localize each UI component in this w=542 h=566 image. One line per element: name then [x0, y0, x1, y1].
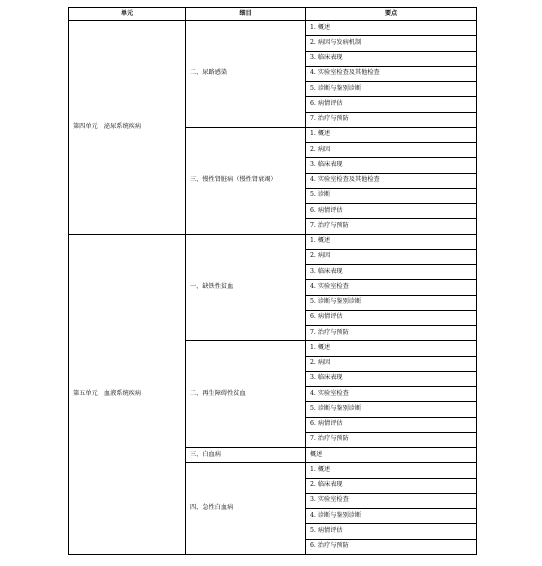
- sub-item-cell: 二、再生障碍性贫血: [186, 341, 306, 448]
- point-cell: 2. 病因与发病机制: [306, 36, 477, 51]
- point-cell: 4. 实验室检查及其他检查: [306, 66, 477, 81]
- point-cell: 5. 病情评估: [306, 524, 477, 539]
- point-cell: 7. 治疗与预防: [306, 432, 477, 447]
- sub-item-cell: 一、缺铁性贫血: [186, 234, 306, 341]
- point-cell: 6. 治疗与预防: [306, 539, 477, 555]
- point-cell: 2. 病因: [306, 143, 477, 158]
- header-unit: 单元: [69, 8, 186, 21]
- point-cell: 1. 概述: [306, 234, 477, 249]
- unit-cell: 第四单元 泌尿系统疾病: [69, 21, 186, 235]
- sub-item-cell: 二、尿路感染: [186, 21, 306, 128]
- point-cell: 4. 实验室检查: [306, 387, 477, 402]
- point-cell: 4. 实验室检查: [306, 280, 477, 295]
- point-cell: 4. 实验室检查及其他检查: [306, 173, 477, 188]
- point-cell: 1. 概述: [306, 341, 477, 356]
- syllabus-table: [68, 7, 477, 555]
- sub-item-cell: 三、慢性肾脏病（慢性肾衰竭）: [186, 127, 306, 234]
- point-cell: 4. 诊断与鉴别诊断: [306, 509, 477, 524]
- point-cell: 6. 病情评估: [306, 417, 477, 432]
- unit-cell: 第五单元 血液系统疾病: [69, 234, 186, 555]
- point-cell: 7. 治疗与预防: [306, 326, 477, 341]
- sub-item-cell: 四、急性白血病: [186, 463, 306, 555]
- point-cell: 1. 概述: [306, 463, 477, 478]
- table-body: [69, 21, 477, 555]
- point-cell: 1. 概述: [306, 127, 477, 142]
- point-cell: 3. 临床表现: [306, 158, 477, 173]
- point-cell: 3. 临床表现: [306, 265, 477, 280]
- table-row: [69, 234, 477, 249]
- point-cell: 7. 治疗与预防: [306, 112, 477, 127]
- header-item: 细目: [186, 8, 306, 21]
- point-cell: 2. 病因: [306, 249, 477, 264]
- header-row: [69, 8, 477, 21]
- point-cell: 6. 病情评估: [306, 310, 477, 325]
- point-cell: 6. 病情评估: [306, 97, 477, 112]
- point-cell: 2. 临床表现: [306, 478, 477, 493]
- point-cell: 2. 病因: [306, 356, 477, 371]
- point-cell: 5. 诊断: [306, 188, 477, 203]
- point-cell: 概述: [306, 448, 477, 463]
- point-cell: 1. 概述: [306, 21, 477, 36]
- point-cell: 5. 诊断与鉴别诊断: [306, 82, 477, 97]
- point-cell: 5. 诊断与鉴别诊断: [306, 295, 477, 310]
- point-cell: 7. 治疗与预防: [306, 219, 477, 234]
- header-points: 要点: [306, 8, 477, 21]
- point-cell: 5. 诊断与鉴别诊断: [306, 402, 477, 417]
- point-cell: 3. 实验室检查: [306, 493, 477, 508]
- table-row: [69, 21, 477, 36]
- point-cell: 3. 临床表现: [306, 371, 477, 386]
- sub-item-cell: 三、白血病: [186, 448, 306, 463]
- point-cell: 3. 临床表现: [306, 51, 477, 66]
- point-cell: 6. 病情评估: [306, 204, 477, 219]
